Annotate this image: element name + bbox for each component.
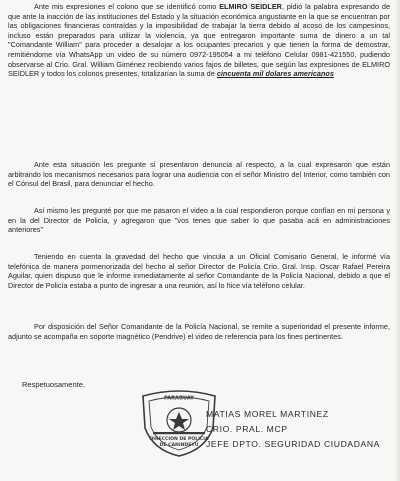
seal-top-text: PARAGUAY — [164, 395, 194, 402]
paragraph-denuncia: Ante esta situación les pregunte si presentaron denuncia al respecto, a la cual expresaron que están arbitrando los mecanismos necesarios para lograr una audiencia con el señor Ministro del Interior, como también con el Cónsul del Brasil, para denunciar el hecho. — [8, 160, 390, 189]
paragraph-gravedad: Teniendo en cuenta la gravedad del hecho que vincula a un Oficial Comisario General, le informé vía telefónica de manera pormenorizada del hecho al señor Director de Policía Crio. Gral. Insp. Oscar Rafael Pereira Aguilar, quien dispuso que le informe inmediatamente al señor Comandante de la Policía Nacional, debido a que el Director de Policía estaba a punto de ingresar a una reunión, así lo hice vía teléfono celular. — [8, 252, 390, 290]
colono-name-repeat: ELMIRO SEIDLER — [8, 59, 390, 79]
paragraph-disposicion: Por disposición del Señor Comandante de la Policía Nacional, se remite a superioridad el presente informe, adjunto se acompaña en soporte magnético (Pendrive) el video de referencia para los fines pertinentes. — [8, 322, 390, 341]
seal-bottom-text-1: DIRECCION DE POLICIA — [149, 437, 209, 442]
signatory-rank: CRIO. PRAL. MCP — [206, 424, 288, 434]
paragraph-text: Ante mis expresiones el colono que se identificó como — [34, 2, 220, 11]
paragraph-text: , pidió la palabra expresando de que ante la inacción de las instituciones del Estado y la situación económica angustiante en la que se encuentran por las obligaciones financieras contraídas y la imposibilidad de trabajar la tierra debido al acoso de los campesinos, incluso están preparados para utilizar la violencia, ya que entregaron importante suma de dinero a un tal "Comandante William" para proceder a desalojar a los ocupantes precarios y que tienen la forma de demostrar, remitiéndome vía WhatsApp un video de su número 0972-195054 a mi teléfono Celular 0981-421550, pudiendo observarse al Crio. Gral. William Giménez recibiendo varios fajos de billetes, que según las expresiones de — [8, 2, 390, 69]
paragraph-text: y todos los colonos presentes, totalizarían la suma de — [39, 69, 217, 79]
signatory-name: MATIAS MOREL MARTINEZ — [206, 409, 329, 419]
scan-edge-shadow — [394, 0, 400, 481]
colono-name: ELMIRO SEIDLER — [219, 2, 282, 11]
paragraph-colono-statement — [8, 2, 390, 79]
closing-salutation: Respetuosamente. — [22, 380, 85, 389]
amount-emphasis: cincuenta mil dolares americanos — [216, 69, 334, 79]
signatory-position: JEFE DPTO. SEGURIDAD CIUDADANA — [206, 439, 380, 449]
seal-bottom-text-2: DE CANINDEYU — [159, 443, 199, 448]
paragraph-video-question: Así mismo les pregunté por que me pasaron el video a la cual respondieron porque confían en mi persona y en la del Director de Policía, y agregaron que "vos tenes que saber lo que pasaba acá en administraciones anteriores" — [8, 206, 390, 235]
